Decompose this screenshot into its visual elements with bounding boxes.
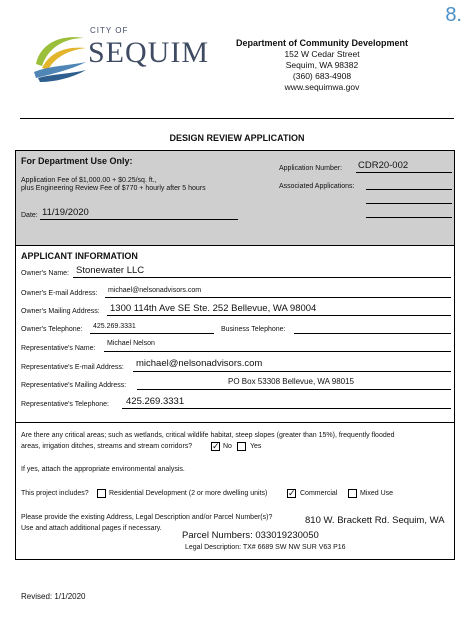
checkmark-icon: ✓ <box>212 441 220 451</box>
rep-name-label: Representative's Name: <box>21 345 96 352</box>
rep-phone-value[interactable]: 425.269.3331 <box>126 396 185 407</box>
fee-line-2: plus Engineering Review Fee of $770 + hourly after 5 hours <box>21 185 206 192</box>
business-phone-label: Business Telephone: <box>221 326 286 333</box>
department-website: www.sequimwa.gov <box>284 82 360 92</box>
legal-prompt-line2: Use and attach additional pages if necessary. <box>21 525 162 532</box>
logo-emblem-icon <box>30 26 90 86</box>
department-phone: (360) 683-4908 <box>292 71 352 81</box>
rep-phone-underline <box>122 408 451 409</box>
owner-email-label: Owner's E-mail Address: <box>21 290 98 297</box>
rep-name-value[interactable]: Michael Nelson <box>107 340 155 347</box>
owner-mailing-label: Owner's Mailing Address: <box>21 308 100 315</box>
parcel-numbers[interactable]: Parcel Numbers: 033019230050 <box>182 530 319 541</box>
legal-description[interactable]: Legal Description: TX# 6689 SW NW SUR V63 P16 <box>185 544 346 551</box>
owner-name-label: Owner's Name: <box>21 270 70 277</box>
property-address[interactable]: 810 W. Brackett Rd. Sequim, WA <box>305 515 445 526</box>
department-address2: Sequim, WA 98382 <box>285 60 359 70</box>
rep-phone-label: Representative's Telephone: <box>21 401 109 408</box>
header-divider <box>20 118 454 119</box>
critical-attach-note: If yes, attach the appropriate environmental analysis. <box>21 466 185 473</box>
dept-use-heading: For Department Use Only: <box>21 156 133 166</box>
owner-phone-underline <box>90 333 214 334</box>
critical-no-checkbox[interactable] <box>211 442 220 451</box>
rep-mailing-underline <box>137 389 451 390</box>
critical-yes-label: Yes <box>250 443 262 450</box>
rep-name-underline <box>104 351 451 352</box>
owner-name-value[interactable]: Stonewater LLC <box>76 265 145 276</box>
owner-mailing-value[interactable]: 1300 114th Ave SE Ste. 252 Bellevue, WA 98004 <box>110 303 317 314</box>
rep-email-value[interactable]: michael@nelsonadvisors.com <box>136 358 263 369</box>
assoc-apps-label: Associated Applications: <box>279 183 355 190</box>
rep-email-label: Representative's E-mail Address: <box>21 364 124 371</box>
critical-areas-line2: areas, irrigation ditches, streams and stream corridors? <box>21 443 193 450</box>
logo-sequim: SEQUIM <box>88 36 210 69</box>
critical-areas-line1: Are there any critical areas; such as wetlands, critical wildlife habitat, steep slopes (greater than 15%), frequently flooded <box>21 432 395 439</box>
applicant-heading: APPLICANT INFORMATION <box>21 251 138 261</box>
owner-email-underline <box>105 297 451 298</box>
owner-phone-label: Owner's Telephone: <box>21 326 83 333</box>
owner-name-underline <box>73 277 451 278</box>
checkmark-icon: ✓ <box>288 488 296 498</box>
department-block <box>232 38 412 93</box>
logo-city-of: CITY OF <box>90 26 129 35</box>
rep-mailing-label: Representative's Mailing Address: <box>21 382 127 389</box>
owner-mailing-underline <box>107 315 451 316</box>
assoc-apps-line-1[interactable] <box>366 189 452 190</box>
app-number-value[interactable]: CDR20-002 <box>358 160 409 171</box>
app-number-underline <box>356 172 452 173</box>
date-value[interactable]: 11/19/2020 <box>42 207 89 218</box>
app-number-label: Application Number: <box>279 165 343 172</box>
commercial-label: Commercial <box>300 490 338 497</box>
mixed-use-label: Mixed Use <box>360 490 394 497</box>
residential-checkbox[interactable] <box>97 489 106 498</box>
critical-no-label: No <box>223 443 232 450</box>
department-name: Department of Community Development <box>235 38 409 48</box>
mixed-use-checkbox[interactable] <box>348 489 357 498</box>
department-address1: 152 W Cedar Street <box>284 49 360 59</box>
fee-line-1: Application Fee of $1,000.00 + $0.25/sq. ft., <box>21 177 157 184</box>
legal-prompt-line1: Please provide the existing Address, Legal Description and/or Parcel Number(s)? <box>21 514 273 521</box>
commercial-checkbox[interactable] <box>287 489 296 498</box>
rep-email-underline <box>133 371 451 372</box>
business-phone-underline[interactable] <box>294 333 451 334</box>
section-divider <box>16 422 454 423</box>
owner-email-value[interactable]: michael@nelsonadvisors.com <box>108 287 202 294</box>
critical-yes-checkbox[interactable] <box>237 442 246 451</box>
date-label: Date: <box>21 212 38 219</box>
assoc-apps-line-3[interactable] <box>366 217 452 218</box>
owner-phone-value[interactable]: 425.269.3331 <box>93 323 136 330</box>
assoc-apps-line-2[interactable] <box>366 203 452 204</box>
rep-mailing-value[interactable]: PO Box 53308 Bellevue, WA 98015 <box>228 377 355 386</box>
revised-date: Revised: 1/1/2020 <box>21 592 86 601</box>
residential-label: Residential Development (2 or more dwelling units) <box>109 490 268 497</box>
city-logo <box>30 24 210 86</box>
date-underline <box>40 219 238 220</box>
form-title: DESIGN REVIEW APPLICATION <box>169 133 305 143</box>
project-includes-label: This project includes? <box>21 490 89 497</box>
page-number: 8. <box>445 4 462 26</box>
